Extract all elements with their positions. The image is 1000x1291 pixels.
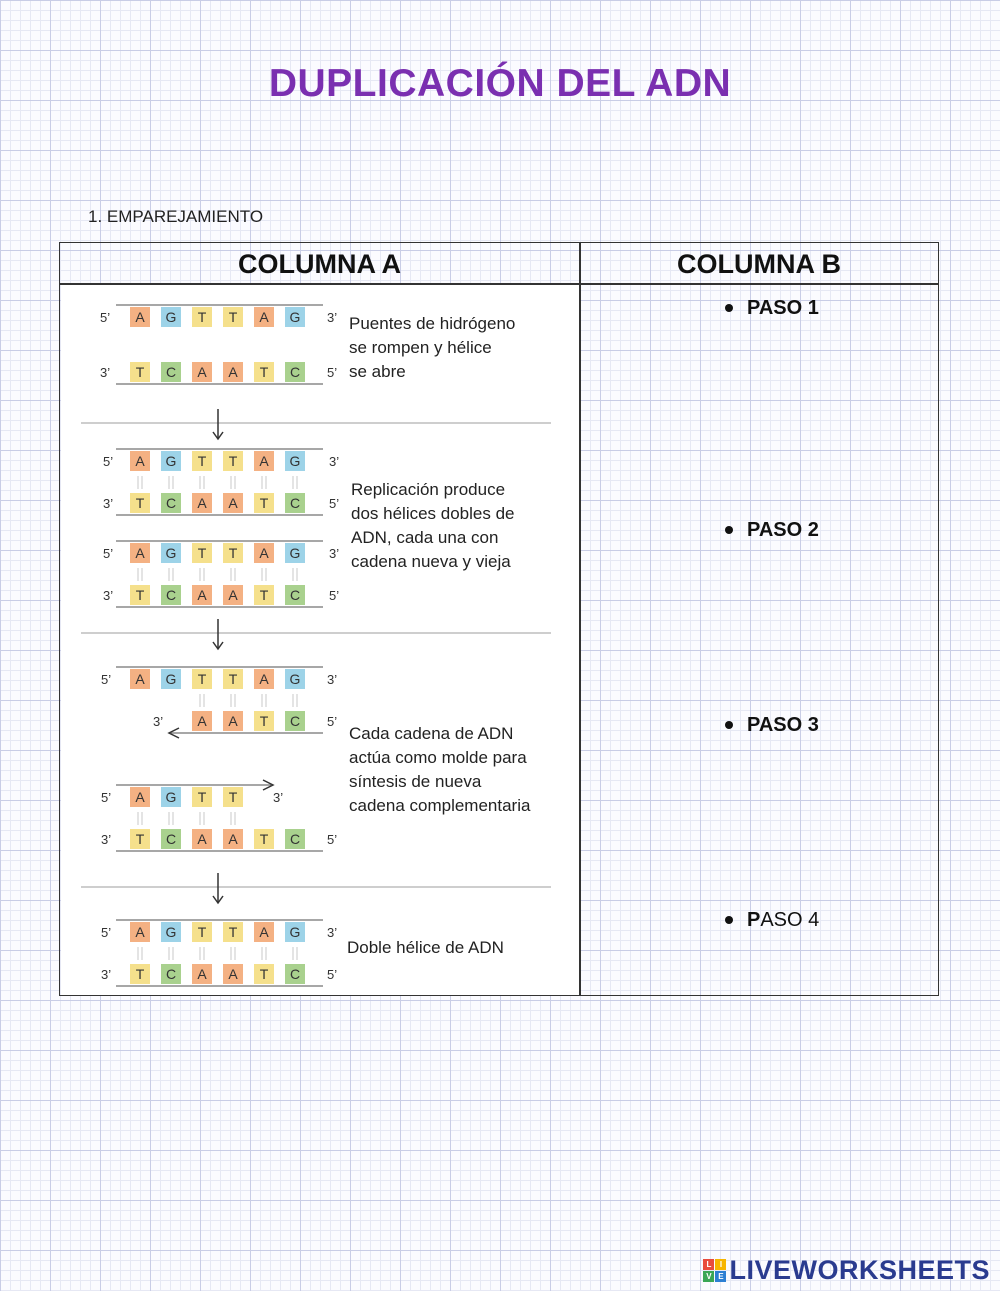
dna-replication-diagram <box>61 285 579 995</box>
step-3-label: PASO 3 <box>747 714 819 736</box>
step-2-label: PASO 2 <box>747 519 819 541</box>
section-heading: 1. EMPAREJAMIENTO <box>88 207 264 226</box>
base-letter: C <box>289 713 301 729</box>
stage-caption: Puentes de hidrógeno <box>349 314 516 333</box>
base-letter: T <box>135 587 145 603</box>
base-letter: T <box>197 309 207 325</box>
base-letter: C <box>165 587 177 603</box>
column-a-header: COLUMNA A <box>238 249 401 279</box>
strand-end-label: 5’ <box>101 672 112 687</box>
base-letter: A <box>228 495 238 511</box>
strand-end-label: 5’ <box>329 588 340 603</box>
base-letter: T <box>135 364 145 380</box>
strand-end-label: 5’ <box>327 714 338 729</box>
stage-caption: se rompen y hélice <box>349 338 492 357</box>
base-letter: A <box>197 364 207 380</box>
base-letter: T <box>197 924 207 940</box>
base-letter: T <box>135 831 145 847</box>
strand-end-label: 5’ <box>103 546 114 561</box>
base-letter: A <box>228 364 238 380</box>
base-letter: A <box>197 831 207 847</box>
base-letter: A <box>197 713 207 729</box>
base-letter: A <box>135 671 145 687</box>
stage-caption: Cada cadena de ADN <box>349 724 514 743</box>
base-letter: G <box>289 453 301 469</box>
base-letter: T <box>259 966 269 982</box>
base-letter: T <box>259 831 269 847</box>
base-letter: T <box>228 309 238 325</box>
stage-caption: síntesis de nueva <box>349 772 482 791</box>
base-letter: G <box>289 671 301 687</box>
matching-table <box>59 242 939 996</box>
stage-caption: cadena nueva y vieja <box>351 552 511 571</box>
strand-end-label: 3’ <box>153 714 164 729</box>
dna-diagram-svg <box>61 285 579 995</box>
strand-end-label: 3’ <box>101 832 112 847</box>
base-letter: A <box>228 587 238 603</box>
base-letter: T <box>228 924 238 940</box>
stage-caption: actúa como molde para <box>349 748 527 767</box>
liveworksheets-logo <box>703 1254 990 1286</box>
stage-caption: ADN, cada una con <box>351 528 499 547</box>
step-1[interactable] <box>747 297 819 320</box>
base-letter: T <box>135 495 145 511</box>
base-letter: T <box>197 789 207 805</box>
strand-end-label: 3’ <box>103 588 114 603</box>
base-letter: A <box>259 671 269 687</box>
base-letter: A <box>228 831 238 847</box>
base-letter: A <box>259 309 269 325</box>
logo-block: V <box>703 1271 714 1282</box>
bullet-icon <box>725 526 733 534</box>
column-divider <box>579 243 581 995</box>
base-letter: G <box>165 309 177 325</box>
strand-end-label: 5’ <box>327 365 338 380</box>
base-letter: T <box>228 671 238 687</box>
base-letter: A <box>259 924 269 940</box>
strand-end-label: 5’ <box>329 496 340 511</box>
stage-caption: se abre <box>349 362 406 381</box>
bullet-icon <box>725 721 733 729</box>
stage-caption: cadena complementaria <box>349 796 531 815</box>
base-letter: A <box>259 545 269 561</box>
stage-caption: Replicación produce <box>351 480 506 499</box>
strand-end-label: 5’ <box>327 967 338 982</box>
base-letter: T <box>259 364 269 380</box>
stage-caption: Doble hélice de ADN <box>347 938 504 957</box>
strand-end-label: 5’ <box>100 310 111 325</box>
base-letter: C <box>289 587 301 603</box>
base-letter: T <box>197 671 207 687</box>
strand-end-label: 5’ <box>101 790 112 805</box>
strand-end-label: 3’ <box>327 672 338 687</box>
base-letter: A <box>135 545 145 561</box>
step-2[interactable] <box>747 519 819 542</box>
base-letter: A <box>197 495 207 511</box>
strand-end-label: 3’ <box>100 365 111 380</box>
base-letter: G <box>289 924 301 940</box>
base-letter: T <box>259 713 269 729</box>
logo-block: E <box>715 1271 726 1282</box>
base-letter: A <box>135 309 145 325</box>
base-letter: G <box>165 924 177 940</box>
base-letter: T <box>259 495 269 511</box>
base-letter: C <box>289 495 301 511</box>
base-letter: T <box>197 453 207 469</box>
base-letter: A <box>135 924 145 940</box>
base-letter: A <box>259 453 269 469</box>
base-letter: C <box>289 966 301 982</box>
base-letter: G <box>165 545 177 561</box>
logo-block: L <box>703 1259 714 1270</box>
base-letter: T <box>259 587 269 603</box>
column-b-header: COLUMNA B <box>677 249 841 279</box>
base-letter: T <box>228 545 238 561</box>
strand-end-label: 5’ <box>103 454 114 469</box>
base-letter: T <box>197 545 207 561</box>
base-letter: A <box>228 713 238 729</box>
stage-caption: dos hélices dobles de <box>351 504 515 523</box>
base-letter: T <box>135 966 145 982</box>
step-1-label: PASO 1 <box>747 297 819 319</box>
base-letter: C <box>165 831 177 847</box>
strand-end-label: 3’ <box>103 496 114 511</box>
strand-end-label: 5’ <box>327 832 338 847</box>
base-letter: G <box>165 789 177 805</box>
step-3[interactable] <box>747 714 819 737</box>
base-letter: C <box>165 966 177 982</box>
base-letter: G <box>165 671 177 687</box>
logo-text: LIVEWORKSHEETS <box>729 1254 990 1285</box>
base-letter: A <box>197 587 207 603</box>
base-letter: T <box>228 453 238 469</box>
logo-block: I <box>715 1259 726 1270</box>
strand-end-label: 3’ <box>273 790 284 805</box>
base-letter: G <box>289 309 301 325</box>
step-4[interactable]: PASO 4 <box>747 909 819 932</box>
strand-end-label: 5’ <box>101 925 112 940</box>
bullet-icon <box>725 304 733 312</box>
base-letter: C <box>165 495 177 511</box>
logo-blocks-icon <box>703 1259 726 1282</box>
base-letter: T <box>228 789 238 805</box>
base-letter: G <box>289 545 301 561</box>
base-letter: A <box>228 966 238 982</box>
base-letter: A <box>197 966 207 982</box>
strand-end-label: 3’ <box>327 310 338 325</box>
base-letter: A <box>135 789 145 805</box>
bullet-icon <box>725 916 733 924</box>
strand-end-label: 3’ <box>329 454 340 469</box>
base-letter: C <box>165 364 177 380</box>
step-4-label: P <box>747 909 761 931</box>
base-letter: A <box>135 453 145 469</box>
strand-end-label: 3’ <box>101 967 112 982</box>
base-letter: C <box>289 364 301 380</box>
strand-end-label: 3’ <box>327 925 338 940</box>
strand-end-label: 3’ <box>329 546 340 561</box>
base-letter: G <box>165 453 177 469</box>
base-letter: C <box>289 831 301 847</box>
page-title: DUPLICACIÓN DEL ADN <box>268 62 732 105</box>
